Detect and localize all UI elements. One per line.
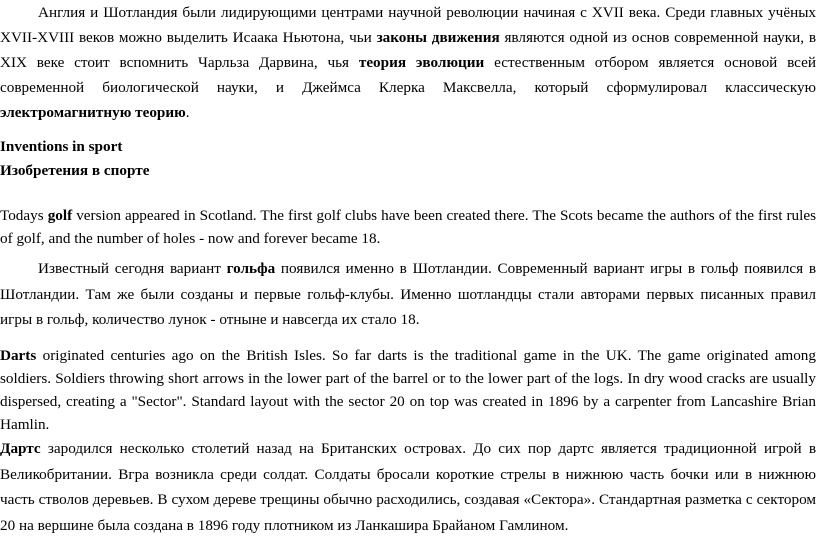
paragraph-text: Англия и Шотландия были лидирующими центрами научной революции начиная с XVII века. Среди главных учёных XVII-XVIII веков можно выделить Исаака Ньютона, чьи [0,4,816,46]
bold-term-electromagnetic-theory: электромагнитную теорию [0,104,186,121]
paragraph-text: появился именно в Шотландии. Современный вариант игры в гольф появился в Шотландии. Там же были созданы и первые гольф-клубы. Именно шотландцы стали авторами первых писанных правил игры в гольф, количество лунок - отныне и навсегда их стало 18. [0,260,816,328]
paragraph-text: version appeared in Scotland. The first golf clubs have been created there. The Scots became the authors of the first rules of golf, and the number of holes - now and forever became 18. [0,207,816,247]
bold-term-laws-of-motion: законы движения [376,29,500,46]
paragraph-text: . [185,104,190,121]
bold-term-darts: Darts [0,347,37,364]
paragraph-darts-ru [0,436,816,538]
bold-term-darts-ru: Дартс [0,440,41,457]
paragraph-text: естественным отбором является основой всей современной биологической науки, и Джеймса Клерка Максвелла, который сформулировал классическую [0,54,816,96]
paragraph-text: Todays [0,207,48,224]
bold-term-golf-ru: гольфа [226,260,276,277]
paragraph-science-revolution [0,0,816,125]
paragraph-golf-en [0,204,816,250]
paragraph-text: являются одной из основ современной науки, в XIX веке стоит вспомнить Чарльза Дарвина, чья [0,29,816,71]
heading-inventions-in-sport-ru: Изобретения в спорте [0,162,150,179]
paragraph-text: Известный сегодня вариант [38,260,227,277]
paragraph-darts-en [0,344,816,436]
paragraph-text: зародился несколько столетий назад на Британских островах. До сих пор дартс является традиционной игрой в Великобритании. Вгра возникла среди солдат. Солдаты бросали короткие стрелы в нижнюю часть бочки или в нижнюю часть стволов деревьев. В сухом дереве трещины обычно расходились, создавая «Сектора». Стандартная разметка с сектором 20 на вершине была создана в 1896 году плотником из Ланкашира Брайаном Гамлином. [0,440,816,534]
paragraph-text: originated centuries ago on the British Isles. So far darts is the traditional game in the UK. The game originated among soldiers. Soldiers throwing short arrows in the lower part of the barrel or to the lower part of the logs. In dry wood cracks are usually dispersed, creating a "Sector". Standard layout with the sector 20 on top was created in 1896 by a carpenter from Lancashire Brian Hamlin. [0,347,816,433]
bold-term-evolution-theory: теория эволюции [358,54,485,71]
heading-inventions-in-sport: Inventions in sport [0,138,123,155]
paragraph-golf-ru [0,256,816,333]
bold-term-golf: golf [47,207,73,224]
